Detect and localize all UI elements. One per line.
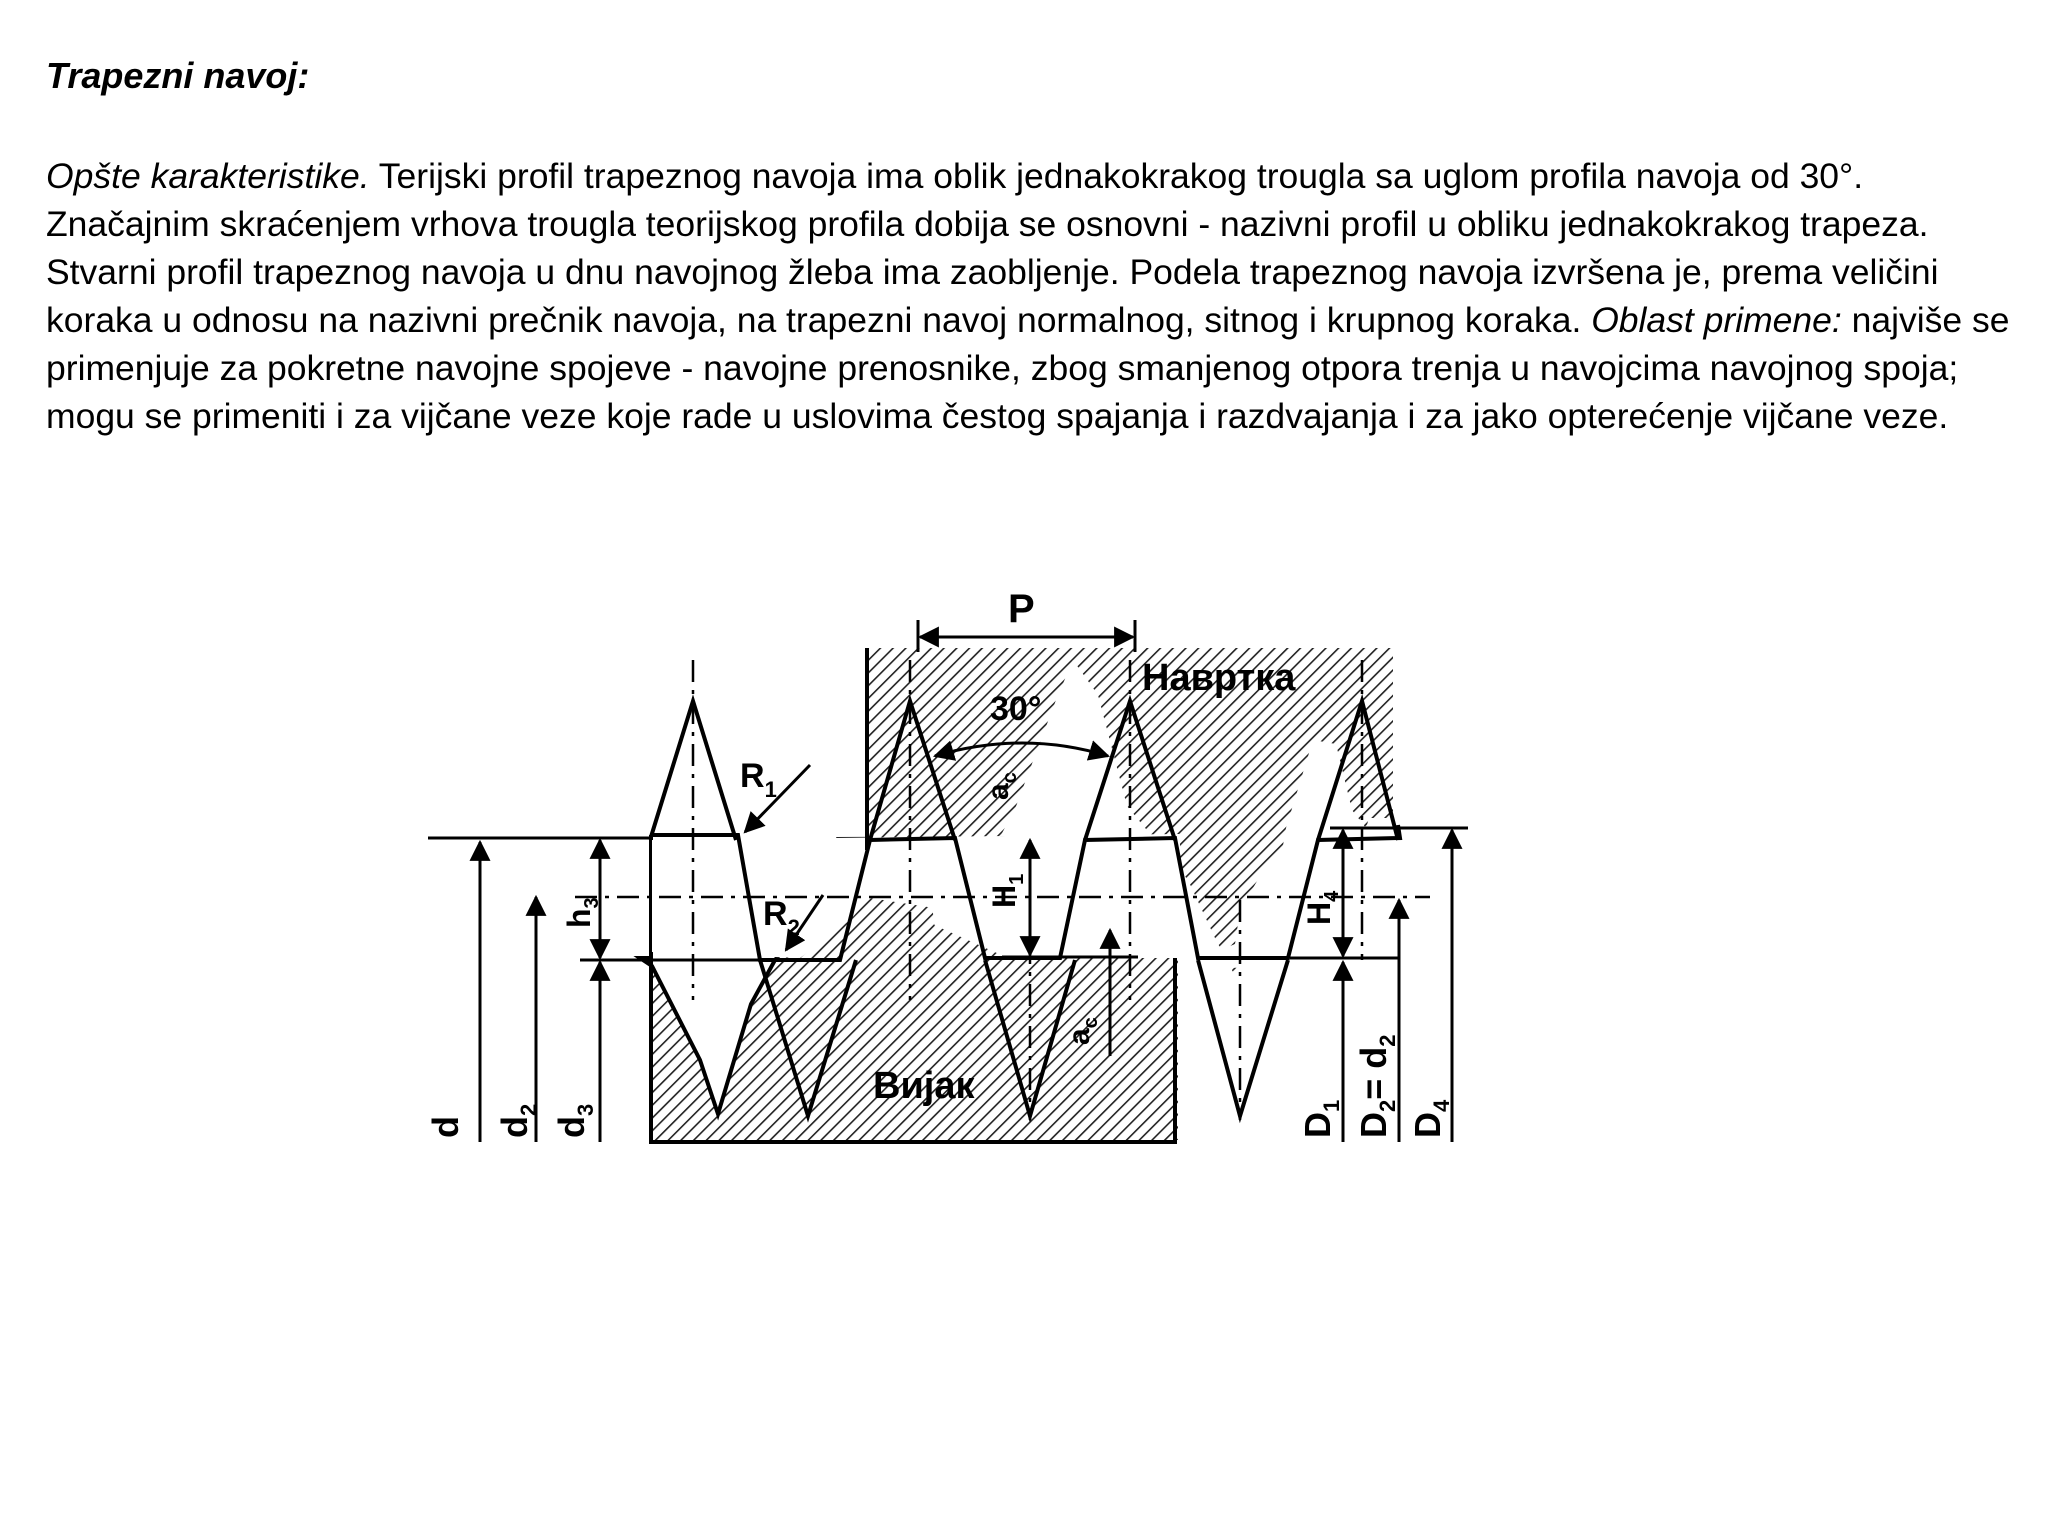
h3-label: $h_3$ bbox=[561, 897, 603, 928]
H4-label: $H_4$ bbox=[1301, 890, 1343, 925]
ac-top-label: $a_c$ bbox=[982, 772, 1021, 800]
paragraph-text-2: najviše se primenjuje za pokretne navojne spojeve - navojne prenosnike, zbog smanjenog otpora trenja u navojcima navojnog spoja; mogu se primeniti i za vijčane veze koje rade u uslovima čestog spajanja i razdvajanja i za jako opterećenje vijčane veze. bbox=[46, 300, 2010, 436]
d2-label: $d_2$ bbox=[494, 1103, 541, 1138]
D1-label: $D_1$ bbox=[1297, 1099, 1344, 1138]
ac-bottom-label: $a_c$ bbox=[1063, 1017, 1102, 1045]
r2-label: $R_2$ bbox=[763, 895, 800, 940]
D4-label: $D_4$ bbox=[1407, 1099, 1454, 1138]
intro-italic: Opšte karakteristike. bbox=[46, 156, 370, 196]
area-italic: Oblast primene: bbox=[1591, 300, 1842, 340]
document-heading: Trapezni navoj: bbox=[46, 55, 310, 96]
d-label: d bbox=[425, 1116, 466, 1138]
d3-label: $d_3$ bbox=[551, 1103, 598, 1138]
screw-label: Вијак bbox=[873, 1065, 975, 1107]
angle-label: 30° bbox=[990, 690, 1042, 728]
D2-eq-d2-label: $D_2= d_2$ bbox=[1353, 1034, 1400, 1138]
r1-label: $R_1$ bbox=[740, 757, 777, 802]
paragraph-text-1: Terijski profil trapeznog navoja ima oblik jednakokrakog trougla sa uglom profila navoja od 30°. Značajnim skraćenjem vrhova trougla teorijskog profila dobija se osnovni - nazivni profil u obliku jednakokrakog trapeza. Stvarni profil trapeznog navoja u dnu navojnog žleba ima zaobljenje. Podela trapeznog navoja izvršena je, prema veličini koraka u odnosu na nazivni prečnik navoja, na trapezni navoj normalnog, sitnog i krupnog koraka. bbox=[46, 156, 1939, 340]
nut-label: Навртка bbox=[1142, 657, 1296, 699]
pitch-label: P bbox=[1008, 587, 1035, 631]
H1-label: $H_1$ bbox=[986, 873, 1028, 908]
